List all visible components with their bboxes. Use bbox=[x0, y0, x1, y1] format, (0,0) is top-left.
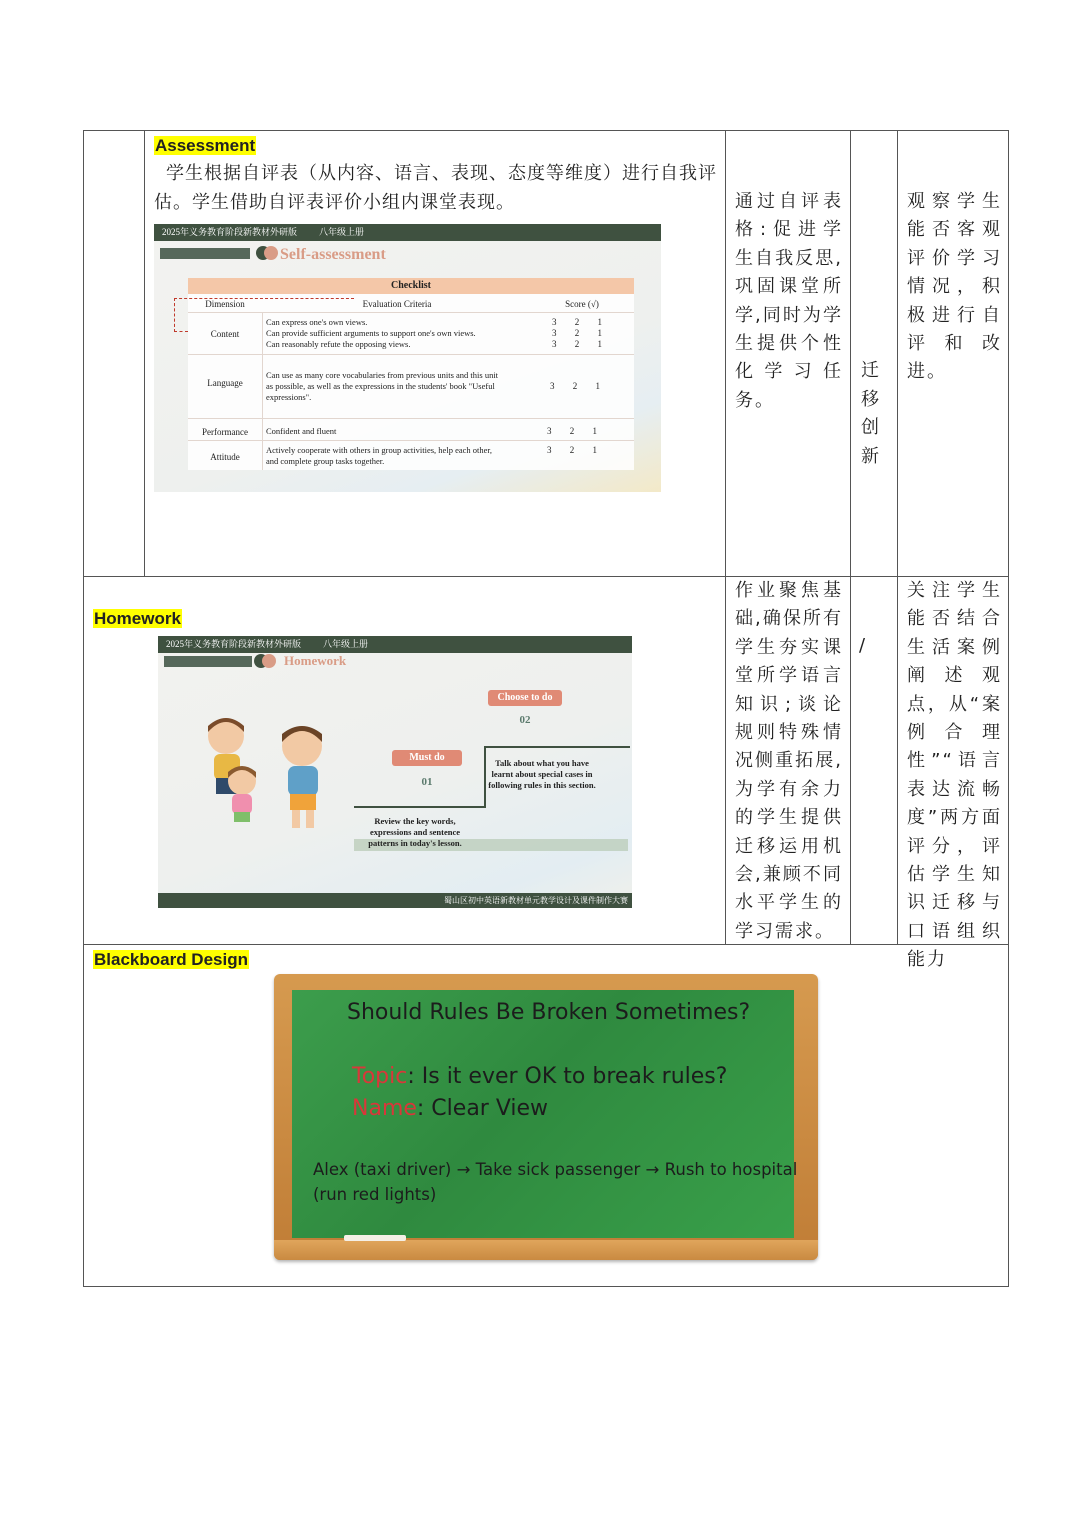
table-inner-col-1 bbox=[144, 130, 145, 576]
slide-deco-circle-2 bbox=[264, 246, 278, 260]
slide-deco-bar bbox=[160, 248, 250, 259]
col-dimension: Dimension bbox=[205, 299, 245, 309]
dimension-language: Language bbox=[207, 378, 243, 388]
criteria-performance: Confident and fluent bbox=[266, 426, 337, 436]
must-number: 01 bbox=[421, 776, 433, 788]
choose-text: Talk about what you have learnt about special cases in following rules in this section. bbox=[488, 758, 596, 790]
assessment-level: 迁移创新 bbox=[861, 360, 879, 467]
children-illustration bbox=[184, 706, 334, 836]
homework-slide bbox=[158, 636, 632, 908]
checklist-title: Checklist bbox=[188, 278, 634, 294]
slide-title: Homework bbox=[284, 653, 347, 668]
table-col-level bbox=[850, 130, 851, 944]
col-score: Score (√) bbox=[565, 299, 599, 309]
board-topic bbox=[352, 1064, 727, 1089]
board-line-2: (run red lights) bbox=[313, 1185, 437, 1204]
slide-header-bar: 2025年义务教育阶段新教材外研版 八年级上册 bbox=[154, 224, 661, 241]
board-name bbox=[352, 1096, 548, 1121]
slide-title: Self-assessment bbox=[280, 246, 386, 263]
chalk-piece bbox=[344, 1235, 406, 1241]
dimension-performance: Performance bbox=[202, 427, 248, 437]
choose-number: 02 bbox=[519, 714, 531, 726]
board-line-1: Alex (taxi driver) → Take sick passenger → Rush to hospital bbox=[313, 1160, 798, 1179]
step-line bbox=[354, 806, 486, 808]
score-attitude: 3 2 1 bbox=[547, 445, 605, 455]
blackboard-label: Blackboard Design bbox=[94, 950, 248, 969]
assessment-label: Assessment bbox=[155, 136, 256, 155]
table-row-divider-1 bbox=[83, 576, 1009, 577]
score-language: 3 2 1 bbox=[550, 381, 608, 391]
checklist-col-divider bbox=[262, 312, 263, 470]
topic-text: : Is it ever OK to break rules? bbox=[407, 1064, 728, 1089]
choose-to-do-tag: Choose to do bbox=[488, 690, 562, 706]
score-content: 3 2 1 3 2 1 3 2 1 bbox=[552, 317, 610, 349]
criteria-content: Can express one's own views. Can provide sufficient arguments to support one's own views. Can reasonably refute the opposing views. bbox=[266, 317, 476, 349]
slide-deco-bar bbox=[164, 656, 252, 667]
assessment-purpose: 通过自评表格:促进学生自我反思,巩固课堂所学,同时为学生提供个性化学习任务。 bbox=[735, 191, 843, 411]
must-do-tag: Must do bbox=[392, 750, 462, 766]
checklist-divider bbox=[188, 312, 634, 313]
checklist-divider bbox=[188, 440, 634, 441]
table-left-border bbox=[83, 130, 84, 1287]
table-top-border bbox=[83, 130, 1009, 131]
name-label: Name bbox=[352, 1096, 417, 1121]
must-text: Review the key words, expressions and sentence patterns in today's lesson. bbox=[368, 816, 462, 848]
checklist-divider bbox=[188, 354, 634, 355]
self-assessment-slide bbox=[154, 224, 661, 492]
name-text: : Clear View bbox=[416, 1096, 549, 1121]
assessment-description: 学生根据自评表（从内容、语言、表现、态度等维度）进行自我评估。学生借助自评表评价小组内课堂表现。 bbox=[154, 163, 717, 213]
board-title: Should Rules Be Broken Sometimes? bbox=[347, 1000, 751, 1025]
score-performance: 3 2 1 bbox=[547, 426, 605, 436]
homework-evaluation: 关注学生能否结合生活案例阐述观点，从“案例合理性”“语言表达流畅度”两方面评分，评估学生知识迁移与口语组织能力 bbox=[907, 580, 1002, 971]
homework-label: Homework bbox=[94, 609, 181, 628]
assessment-evaluation: 观察学生能否客观评价学习情况，积极进行自评和改进。 bbox=[907, 191, 1002, 383]
checklist-divider bbox=[188, 418, 634, 419]
criteria-language: Can use as many core vocabularies from previous units and this unit as possible, as well as the expressions in the students' book "Useful expressions". bbox=[266, 370, 499, 402]
slide-footer-text: 蜀山区初中英语新教材单元教学设计及课件制作大赛 bbox=[444, 896, 628, 905]
table-bottom-border bbox=[83, 1286, 1009, 1287]
homework-purpose: 作业聚焦基础,确保所有学生夯实课堂所学语言知识;谈论规则特殊情况侧重拓展,为学有余力的学生提供迁移运用机会,兼顾不同水平学生的学习需求。 bbox=[735, 580, 843, 942]
chalk-tray bbox=[274, 1240, 818, 1260]
col-criteria: Evaluation Criteria bbox=[362, 299, 432, 309]
dashed-pointer-2 bbox=[174, 298, 188, 332]
dimension-attitude: Attitude bbox=[210, 452, 240, 462]
step-line-top bbox=[484, 746, 630, 748]
table-col-eval bbox=[897, 130, 898, 944]
criteria-attitude: Actively cooperate with others in group activities, help each other, and complete group tasks together. bbox=[266, 445, 493, 466]
homework-level: / bbox=[859, 635, 866, 656]
topic-label: Topic bbox=[352, 1064, 408, 1089]
slide-header-bar: 2025年义务教育阶段新教材外研版 八年级上册 bbox=[158, 636, 632, 653]
slide-deco-circle-2 bbox=[262, 654, 276, 668]
table-col-purpose bbox=[725, 130, 726, 944]
dimension-content: Content bbox=[210, 329, 240, 339]
table-row-divider-2 bbox=[83, 944, 1009, 945]
table-right-border bbox=[1008, 130, 1009, 1287]
